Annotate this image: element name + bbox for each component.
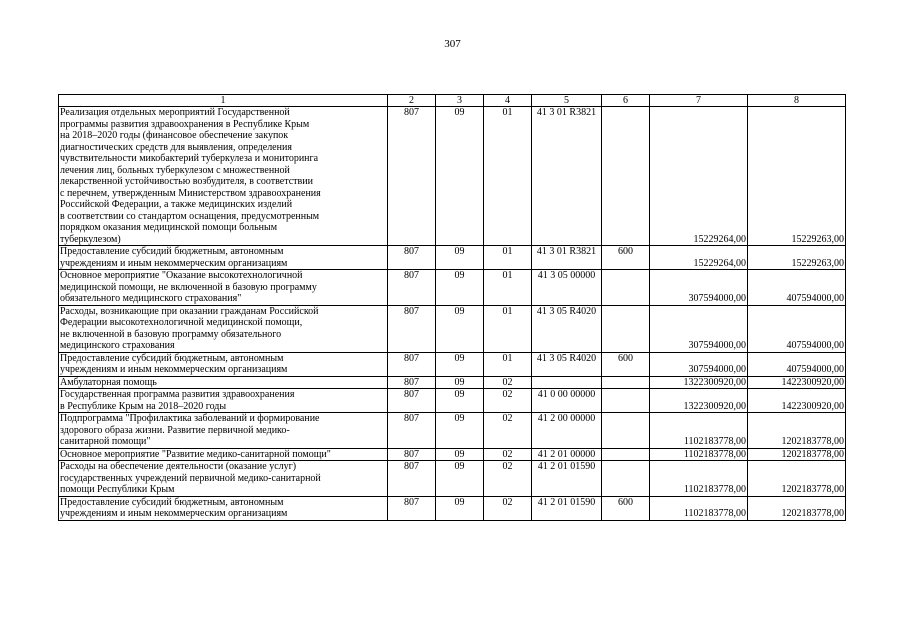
header-cell: 8 bbox=[748, 95, 846, 107]
subsection-cell: 02 bbox=[484, 389, 532, 413]
header-cell: 5 bbox=[532, 95, 602, 107]
amount-year1-cell: 307594000,00 bbox=[650, 352, 748, 376]
header-cell: 3 bbox=[436, 95, 484, 107]
row-name-cell: Основное мероприятие "Развитие медико-санитарной помощи" bbox=[59, 448, 388, 461]
amount-year1-cell: 307594000,00 bbox=[650, 305, 748, 352]
expense-type-cell: 600 bbox=[602, 352, 650, 376]
section-cell: 09 bbox=[436, 413, 484, 449]
amount-year2-cell: 407594000,00 bbox=[748, 352, 846, 376]
subsection-cell: 02 bbox=[484, 461, 532, 497]
section-cell: 09 bbox=[436, 448, 484, 461]
table-body bbox=[59, 95, 846, 521]
expense-type-cell bbox=[602, 305, 650, 352]
target-article-cell: 41 3 01 R3821 bbox=[532, 246, 602, 270]
subsection-cell: 02 bbox=[484, 376, 532, 389]
subsection-cell: 01 bbox=[484, 270, 532, 306]
grbs-cell: 807 bbox=[388, 270, 436, 306]
amount-year1-cell: 1102183778,00 bbox=[650, 461, 748, 497]
section-cell: 09 bbox=[436, 270, 484, 306]
table-row bbox=[59, 461, 846, 497]
header-cell: 6 bbox=[602, 95, 650, 107]
table-row bbox=[59, 496, 846, 520]
amount-year2-cell: 1202183778,00 bbox=[748, 413, 846, 449]
row-name-cell: Реализация отдельных мероприятий Государственной программы развития здравоохранения в Республике Крым на 2018–2020 годы (финансовое обеспечение закупок диагностических средств для выявления, определения чувствительности микобактерий туберкулеза и мониторинга лечения лиц, больных туберкулезом с множественной лекарственной устойчивостью возбудителя, в соответствии с перечнем, утвержденным Министерством здравоохранения Российской Федерации, а также медицинских изделий в соответствии со стандартом оснащения, предусмотренным порядком оказания медицинской помощи больным туберкулезом) bbox=[59, 107, 388, 246]
grbs-cell: 807 bbox=[388, 496, 436, 520]
subsection-cell: 01 bbox=[484, 107, 532, 246]
expense-type-cell bbox=[602, 389, 650, 413]
subsection-cell: 01 bbox=[484, 305, 532, 352]
row-name-cell: Предоставление субсидий бюджетным, автономным учреждениям и иным некоммерческим организациям bbox=[59, 246, 388, 270]
table-row bbox=[59, 376, 846, 389]
expense-type-cell: 600 bbox=[602, 246, 650, 270]
target-article-cell: 41 2 00 00000 bbox=[532, 413, 602, 449]
section-cell: 09 bbox=[436, 305, 484, 352]
expense-type-cell bbox=[602, 448, 650, 461]
row-name-cell: Основное мероприятие "Оказание высокотехнологичной медицинской помощи, не включенной в базовую программу обязательного медицинского страхования" bbox=[59, 270, 388, 306]
grbs-cell: 807 bbox=[388, 413, 436, 449]
amount-year2-cell: 15229263,00 bbox=[748, 107, 846, 246]
target-article-cell: 41 2 01 01590 bbox=[532, 461, 602, 497]
grbs-cell: 807 bbox=[388, 352, 436, 376]
subsection-cell: 01 bbox=[484, 246, 532, 270]
subsection-cell: 02 bbox=[484, 496, 532, 520]
amount-year1-cell: 1322300920,00 bbox=[650, 376, 748, 389]
amount-year1-cell: 1102183778,00 bbox=[650, 413, 748, 449]
expense-type-cell bbox=[602, 270, 650, 306]
section-cell: 09 bbox=[436, 107, 484, 246]
expense-type-cell bbox=[602, 376, 650, 389]
subsection-cell: 02 bbox=[484, 413, 532, 449]
table-row bbox=[59, 413, 846, 449]
amount-year1-cell: 1102183778,00 bbox=[650, 448, 748, 461]
amount-year1-cell: 307594000,00 bbox=[650, 270, 748, 306]
grbs-cell: 807 bbox=[388, 107, 436, 246]
subsection-cell: 01 bbox=[484, 352, 532, 376]
section-cell: 09 bbox=[436, 389, 484, 413]
table-row bbox=[59, 305, 846, 352]
target-article-cell: 41 3 05 00000 bbox=[532, 270, 602, 306]
row-name-cell: Расходы, возникающие при оказании гражданам Российской Федерации высокотехнологичной медицинской помощи, не включенной в базовую программу обязательного медицинского страхования bbox=[59, 305, 388, 352]
amount-year2-cell: 1202183778,00 bbox=[748, 496, 846, 520]
target-article-cell: 41 3 05 R4020 bbox=[532, 352, 602, 376]
expense-type-cell bbox=[602, 461, 650, 497]
section-cell: 09 bbox=[436, 352, 484, 376]
amount-year2-cell: 1422300920,00 bbox=[748, 389, 846, 413]
table-row bbox=[59, 448, 846, 461]
header-cell: 7 bbox=[650, 95, 748, 107]
amount-year1-cell: 1102183778,00 bbox=[650, 496, 748, 520]
target-article-cell: 41 3 01 R3821 bbox=[532, 107, 602, 246]
amount-year2-cell: 407594000,00 bbox=[748, 305, 846, 352]
amount-year2-cell: 1202183778,00 bbox=[748, 461, 846, 497]
grbs-cell: 807 bbox=[388, 461, 436, 497]
section-cell: 09 bbox=[436, 496, 484, 520]
amount-year2-cell: 407594000,00 bbox=[748, 270, 846, 306]
amount-year2-cell: 1422300920,00 bbox=[748, 376, 846, 389]
target-article-cell: 41 2 01 00000 bbox=[532, 448, 602, 461]
amount-year1-cell: 15229264,00 bbox=[650, 246, 748, 270]
amount-year2-cell: 1202183778,00 bbox=[748, 448, 846, 461]
header-row bbox=[59, 95, 846, 107]
row-name-cell: Государственная программа развития здравоохранения в Республике Крым на 2018–2020 годы bbox=[59, 389, 388, 413]
table-row bbox=[59, 246, 846, 270]
table-row bbox=[59, 389, 846, 413]
target-article-cell bbox=[532, 376, 602, 389]
expense-type-cell bbox=[602, 107, 650, 246]
grbs-cell: 807 bbox=[388, 376, 436, 389]
expense-type-cell bbox=[602, 413, 650, 449]
table-row bbox=[59, 107, 846, 246]
amount-year2-cell: 15229263,00 bbox=[748, 246, 846, 270]
table-row bbox=[59, 270, 846, 306]
target-article-cell: 41 2 01 01590 bbox=[532, 496, 602, 520]
amount-year1-cell: 15229264,00 bbox=[650, 107, 748, 246]
row-name-cell: Предоставление субсидий бюджетным, автономным учреждениям и иным некоммерческим организациям bbox=[59, 352, 388, 376]
header-cell: 2 bbox=[388, 95, 436, 107]
section-cell: 09 bbox=[436, 376, 484, 389]
grbs-cell: 807 bbox=[388, 305, 436, 352]
page-number: 307 bbox=[444, 38, 461, 50]
header-cell: 1 bbox=[59, 95, 388, 107]
target-article-cell: 41 0 00 00000 bbox=[532, 389, 602, 413]
grbs-cell: 807 bbox=[388, 389, 436, 413]
section-cell: 09 bbox=[436, 246, 484, 270]
header-cell: 4 bbox=[484, 95, 532, 107]
row-name-cell: Подпрограмма "Профилактика заболеваний и формирование здорового образа жизни. Развитие первичной медико- санитарной помощи" bbox=[59, 413, 388, 449]
row-name-cell: Предоставление субсидий бюджетным, автономным учреждениям и иным некоммерческим организациям bbox=[59, 496, 388, 520]
budget-table bbox=[58, 94, 846, 521]
target-article-cell: 41 3 05 R4020 bbox=[532, 305, 602, 352]
grbs-cell: 807 bbox=[388, 246, 436, 270]
expense-type-cell: 600 bbox=[602, 496, 650, 520]
table-row bbox=[59, 352, 846, 376]
subsection-cell: 02 bbox=[484, 448, 532, 461]
row-name-cell: Расходы на обеспечение деятельности (оказание услуг) государственных учреждений первичной медико-санитарной помощи Республики Крым bbox=[59, 461, 388, 497]
grbs-cell: 807 bbox=[388, 448, 436, 461]
section-cell: 09 bbox=[436, 461, 484, 497]
row-name-cell: Амбулаторная помощь bbox=[59, 376, 388, 389]
amount-year1-cell: 1322300920,00 bbox=[650, 389, 748, 413]
